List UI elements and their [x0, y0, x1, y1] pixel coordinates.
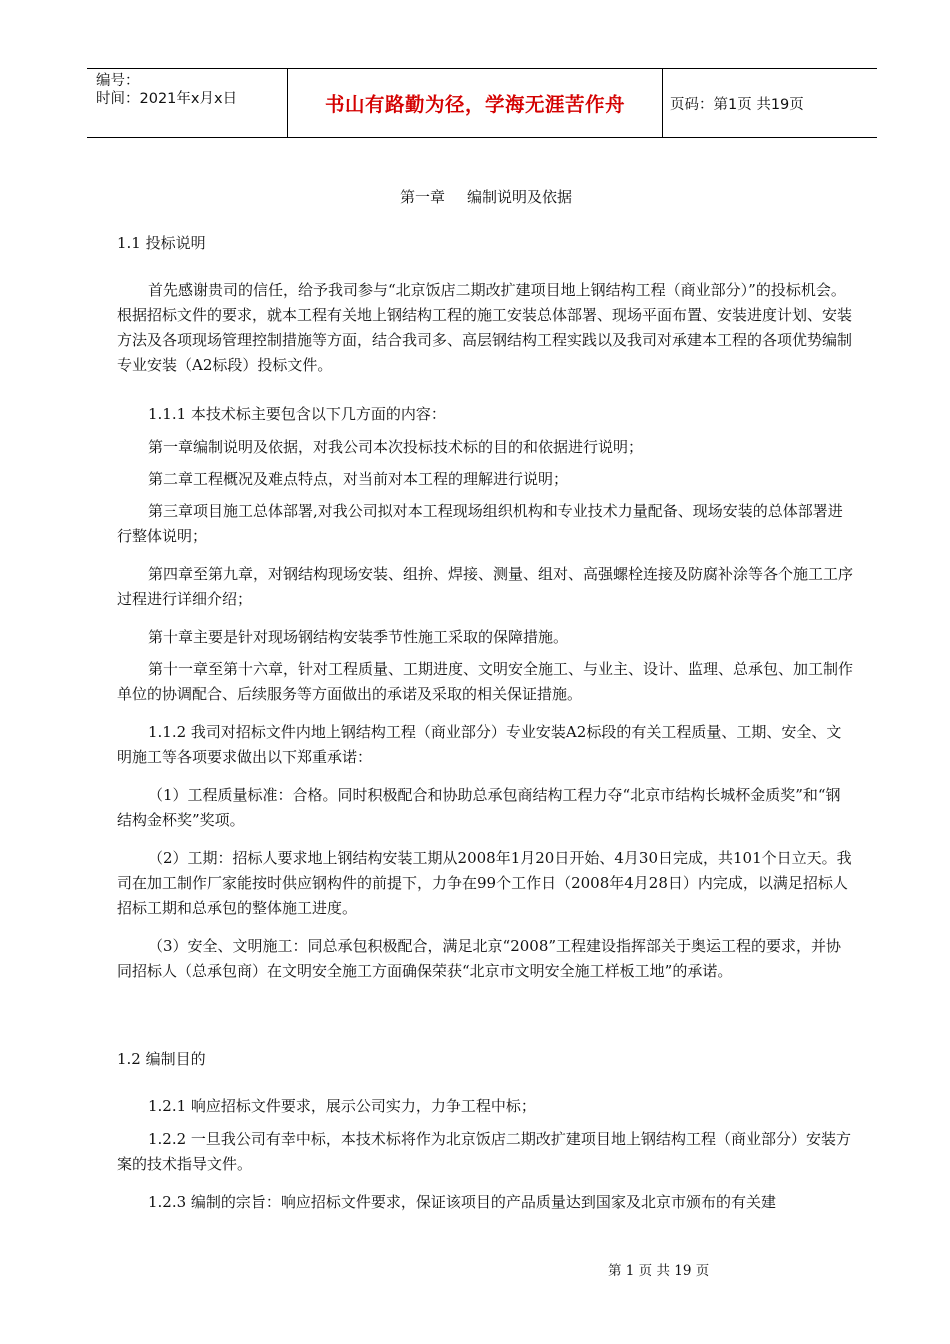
paragraph: 第十章主要是针对现场钢结构安装季节性施工采取的保障措施。: [148, 628, 569, 646]
header-motto-cell: [287, 69, 663, 137]
header-meta: [87, 69, 287, 137]
paragraph: 1.2.2 一旦我公司有幸中标，本技术标将作为北京饭店二期改扩建项目地上钢结构工程（商业部分）安装方案的技术指导文件。: [117, 1130, 851, 1173]
paragraph: （2）工期：招标人要求地上钢结构安装工期从2008年1月20日开始、4月30日完成，共101个日立天。我司在加工制作厂家能按时供应钢构件的前提下，力争在99个工作日（2008年4月28日）内完成，以满足招标人招标工期和总承包的整体施工进度。: [117, 849, 852, 917]
paragraph: 1.2.3 编制的宗旨：响应招标文件要求，保证该项目的产品质量达到国家及北京市颁布的有关建: [148, 1193, 776, 1211]
chapter-title: [117, 186, 855, 207]
paragraph: （1）工程质量标准：合格。同时积极配合和协助总承包商结构工程力夺“北京市结构长城杯金质奖”和“钢结构金杯奖”奖项。: [117, 786, 841, 829]
paragraph: 第三章项目施工总体部署,对我公司拟对本工程现场组织机构和专业技术力量配备、现场安装的总体部署进行整体说明；: [117, 502, 843, 545]
time-label: 时间：2021年x月x日: [96, 91, 238, 107]
page-info: 页码：第1页 共19页: [670, 96, 804, 113]
paragraph: 1.1.1 本技术标主要包含以下几方面的内容：: [148, 405, 446, 423]
paragraph: 1.1.2 我司对招标文件内地上钢结构工程（商业部分）专业安装A2标段的有关工程质量、工期、安全、文明施工等各项要求做出以下郑重承诺：: [117, 723, 842, 766]
paragraph: 第四章至第九章，对钢结构现场安装、组拚、焊接、测量、组对、高强螺栓连接及防腐补涂等各个施工工序过程进行详细介绍；: [117, 565, 854, 608]
motto: 书山有路勤为径，学海无涯苦作舟: [324, 93, 625, 116]
chapter-name: 编制说明及依据: [467, 188, 573, 206]
paragraph: 第十一章至第十六章，针对工程质量、工期进度、文明安全施工、与业主、设计、监理、总承包、加工制作单位的协调配合、后续服务等方面做出的承诺及采取的相关保证措施。: [117, 660, 854, 703]
page-footer: 第 1 页 共 19 页: [608, 1263, 710, 1279]
paragraph: （3）安全、文明施工：同总承包积极配合，满足北京“2008”工程建设指挥部关于奥运工程的要求，并协同招标人（总承包商）在文明安全施工方面确保荣获“北京市文明安全施工样板工地”的承诺。: [117, 937, 842, 980]
section-heading-1-2: 1.2 编制目的: [117, 1050, 206, 1068]
number-label: 编号：: [96, 73, 140, 89]
paragraph: 1.2.1 响应招标文件要求，展示公司实力，力争工程中标；: [148, 1097, 536, 1115]
section-heading-1-1: 1.1 投标说明: [117, 234, 206, 252]
paragraph: 第二章工程概况及难点特点，对当前对本工程的理解进行说明；: [148, 470, 569, 488]
header-page-info: [662, 69, 877, 137]
chapter-number: 第一章: [399, 188, 445, 206]
paragraph: 首先感谢贵司的信任，给予我司参与“北京饭店二期改扩建项目地上钢结构工程（商业部分）”的投标机会。根据招标文件的要求，就本工程有关地上钢结构工程的施工安装总体部署、现场平面布置、安装进度计划、安装方法及各项现场管理控制措施等方面，结合我司多、高层钢结构工程实践以及我司对承建本工程的各项优势编制专业安装（A2标段）投标文件。: [117, 281, 853, 374]
paragraph: 第一章编制说明及依据，对我公司本次投标技术标的目的和依据进行说明；: [148, 438, 644, 456]
page-header: [87, 68, 877, 138]
